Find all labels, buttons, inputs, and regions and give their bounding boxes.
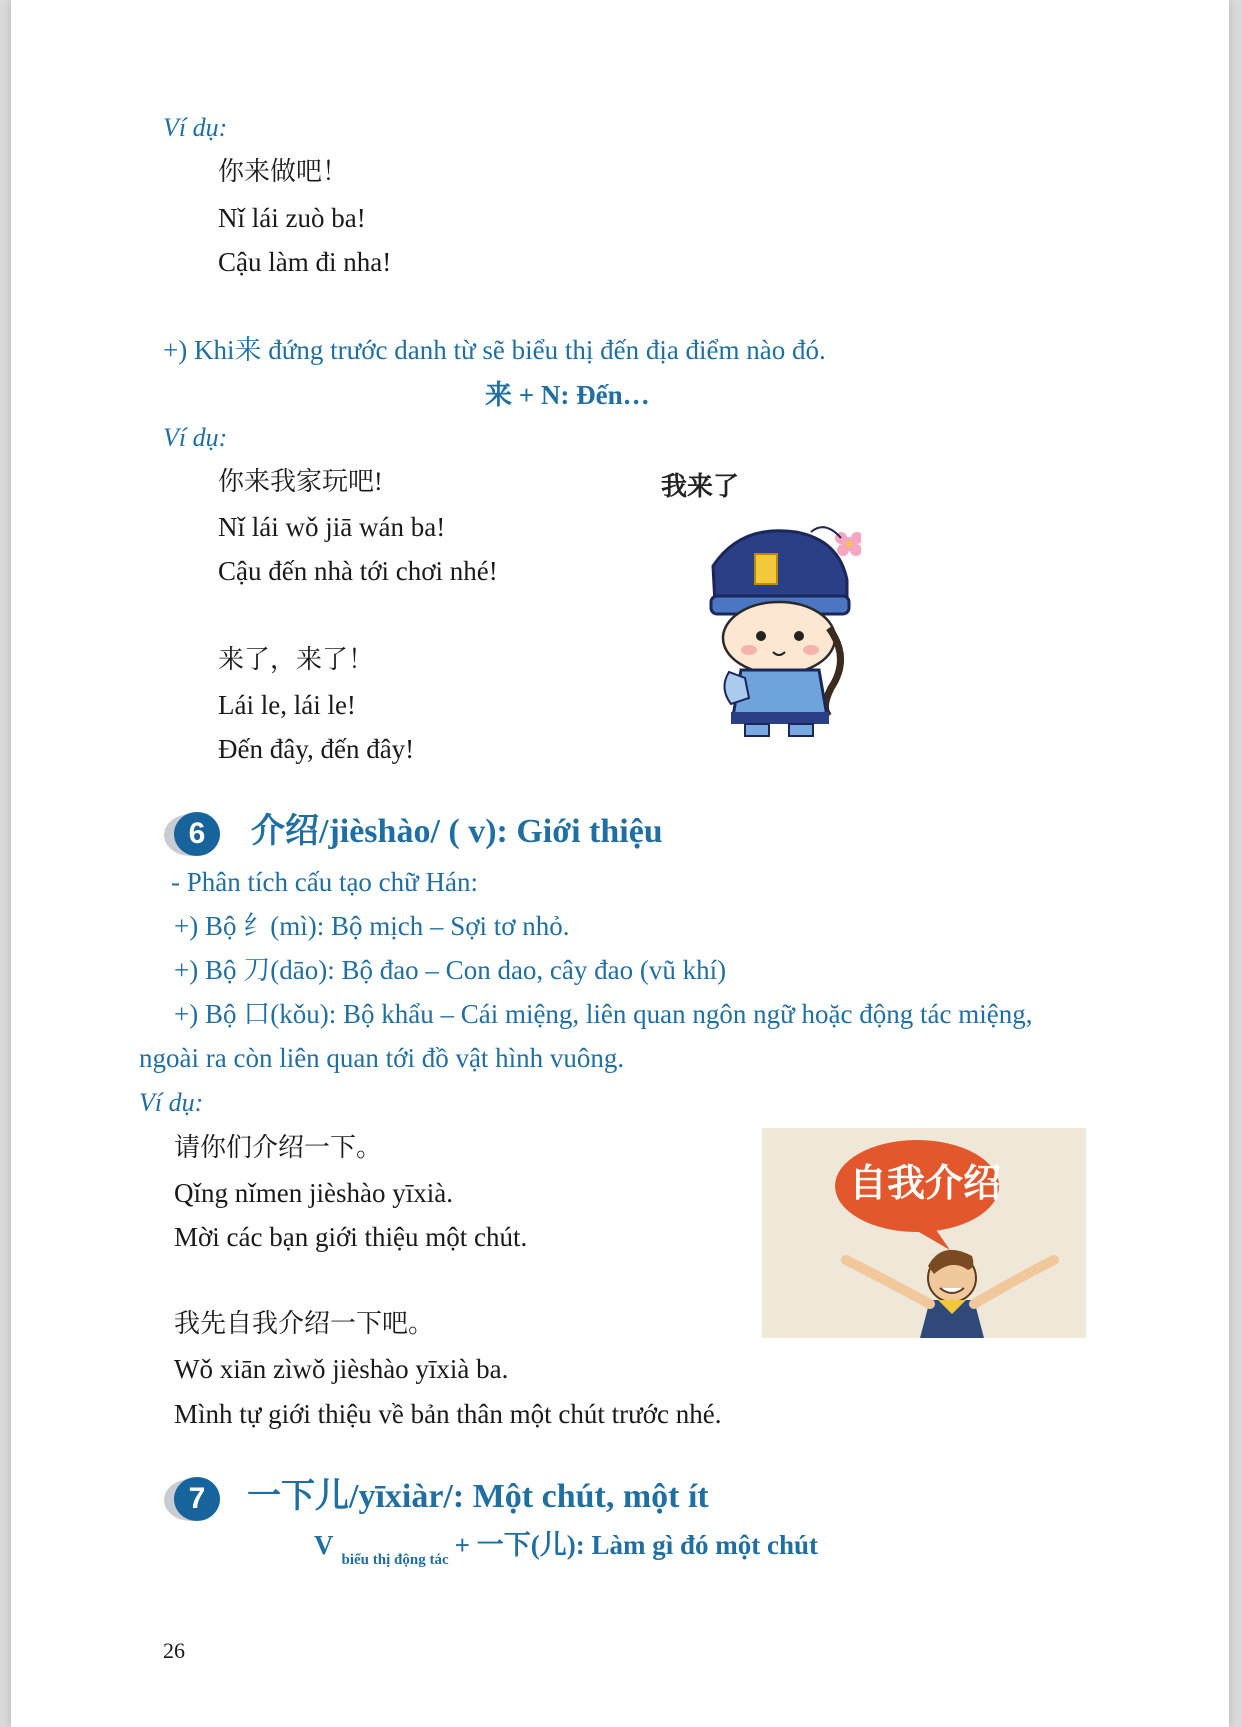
page-number: 26	[163, 1638, 185, 1663]
formula-rest: + 一下(儿): Làm gì đó một chút	[454, 1530, 818, 1560]
example-meaning: Đến đây, đến đây!	[218, 734, 415, 764]
example-pinyin: Nǐ lái zuò ba!	[218, 203, 366, 233]
example-hanzi: 我先自我介绍一下吧。	[174, 1309, 435, 1338]
radical-item: +) Bộ 刀(dāo): Bộ đao – Con dao, cây đao (vũ khí)	[174, 955, 727, 985]
page	[11, 0, 1229, 1727]
example-hanzi: 来了，来了！	[218, 645, 375, 674]
illustration-caption: 我来了	[661, 472, 740, 502]
example-pinyin: Qǐng nǐmen jièshào yīxià.	[174, 1178, 453, 1208]
speaking-man-icon	[762, 1128, 1086, 1338]
example-meaning: Cậu đến nhà tới chơi nhé!	[218, 556, 498, 586]
example-meaning: Cậu làm đi nha!	[218, 247, 392, 277]
example-hanzi: 你来做吧！	[218, 157, 349, 186]
example-pinyin: Lái le, lái le!	[218, 690, 356, 720]
section-title: 一下儿/yīxiàr/: Một chút, một ít	[247, 1478, 709, 1515]
example-hanzi: 请你们介绍一下。	[174, 1133, 383, 1162]
section-number-badge	[164, 1477, 230, 1521]
example-label: Ví dụ:	[163, 113, 228, 142]
example-meaning: Mời các bạn giới thiệu một chút.	[174, 1222, 528, 1252]
analysis-heading: - Phân tích cấu tạo chữ Hán:	[171, 867, 479, 897]
formula-verb: V	[314, 1530, 334, 1560]
section-number: 6	[174, 812, 220, 856]
example-pinyin: Wǒ xiān zìwǒ jièshào yīxià ba.	[174, 1354, 509, 1384]
section-number-badge	[164, 812, 230, 856]
section-number: 7	[174, 1477, 220, 1521]
formula: 来 + N: Đến…	[485, 380, 650, 410]
rule-text: +) Khi来 đứng trước danh từ sẽ biểu thị đến địa điểm nào đó.	[163, 335, 826, 365]
formula-subscript: biểu thị động tác	[341, 1552, 449, 1568]
speech-bubble-text: 自我介绍	[849, 1161, 1002, 1205]
self-introduction-illustration	[762, 1128, 1086, 1338]
example-hanzi: 你来我家玩吧!	[218, 467, 383, 496]
example-meaning: Mình tự giới thiệu về bản thân một chút trước nhé.	[174, 1399, 722, 1429]
radical-item: +) Bộ 口(kǒu): Bộ khẩu – Cái miệng, liên quan ngôn ngữ hoặc động tác miệng,	[174, 999, 1033, 1029]
example-label: Ví dụ:	[163, 423, 228, 452]
formula	[314, 1528, 818, 1567]
example-pinyin: Nǐ lái wǒ jiā wán ba!	[218, 512, 446, 542]
radical-item-continued: ngoài ra còn liên quan tới đồ vật hình vuông.	[139, 1043, 625, 1073]
radical-item: +) Bộ 纟(mì): Bộ mịch – Sợi tơ nhỏ.	[174, 911, 570, 941]
example-label: Ví dụ:	[139, 1088, 204, 1117]
cartoon-character-illustration	[701, 518, 861, 740]
section-title: 介绍/jièshào/ ( v): Giới thiệu	[251, 813, 663, 850]
